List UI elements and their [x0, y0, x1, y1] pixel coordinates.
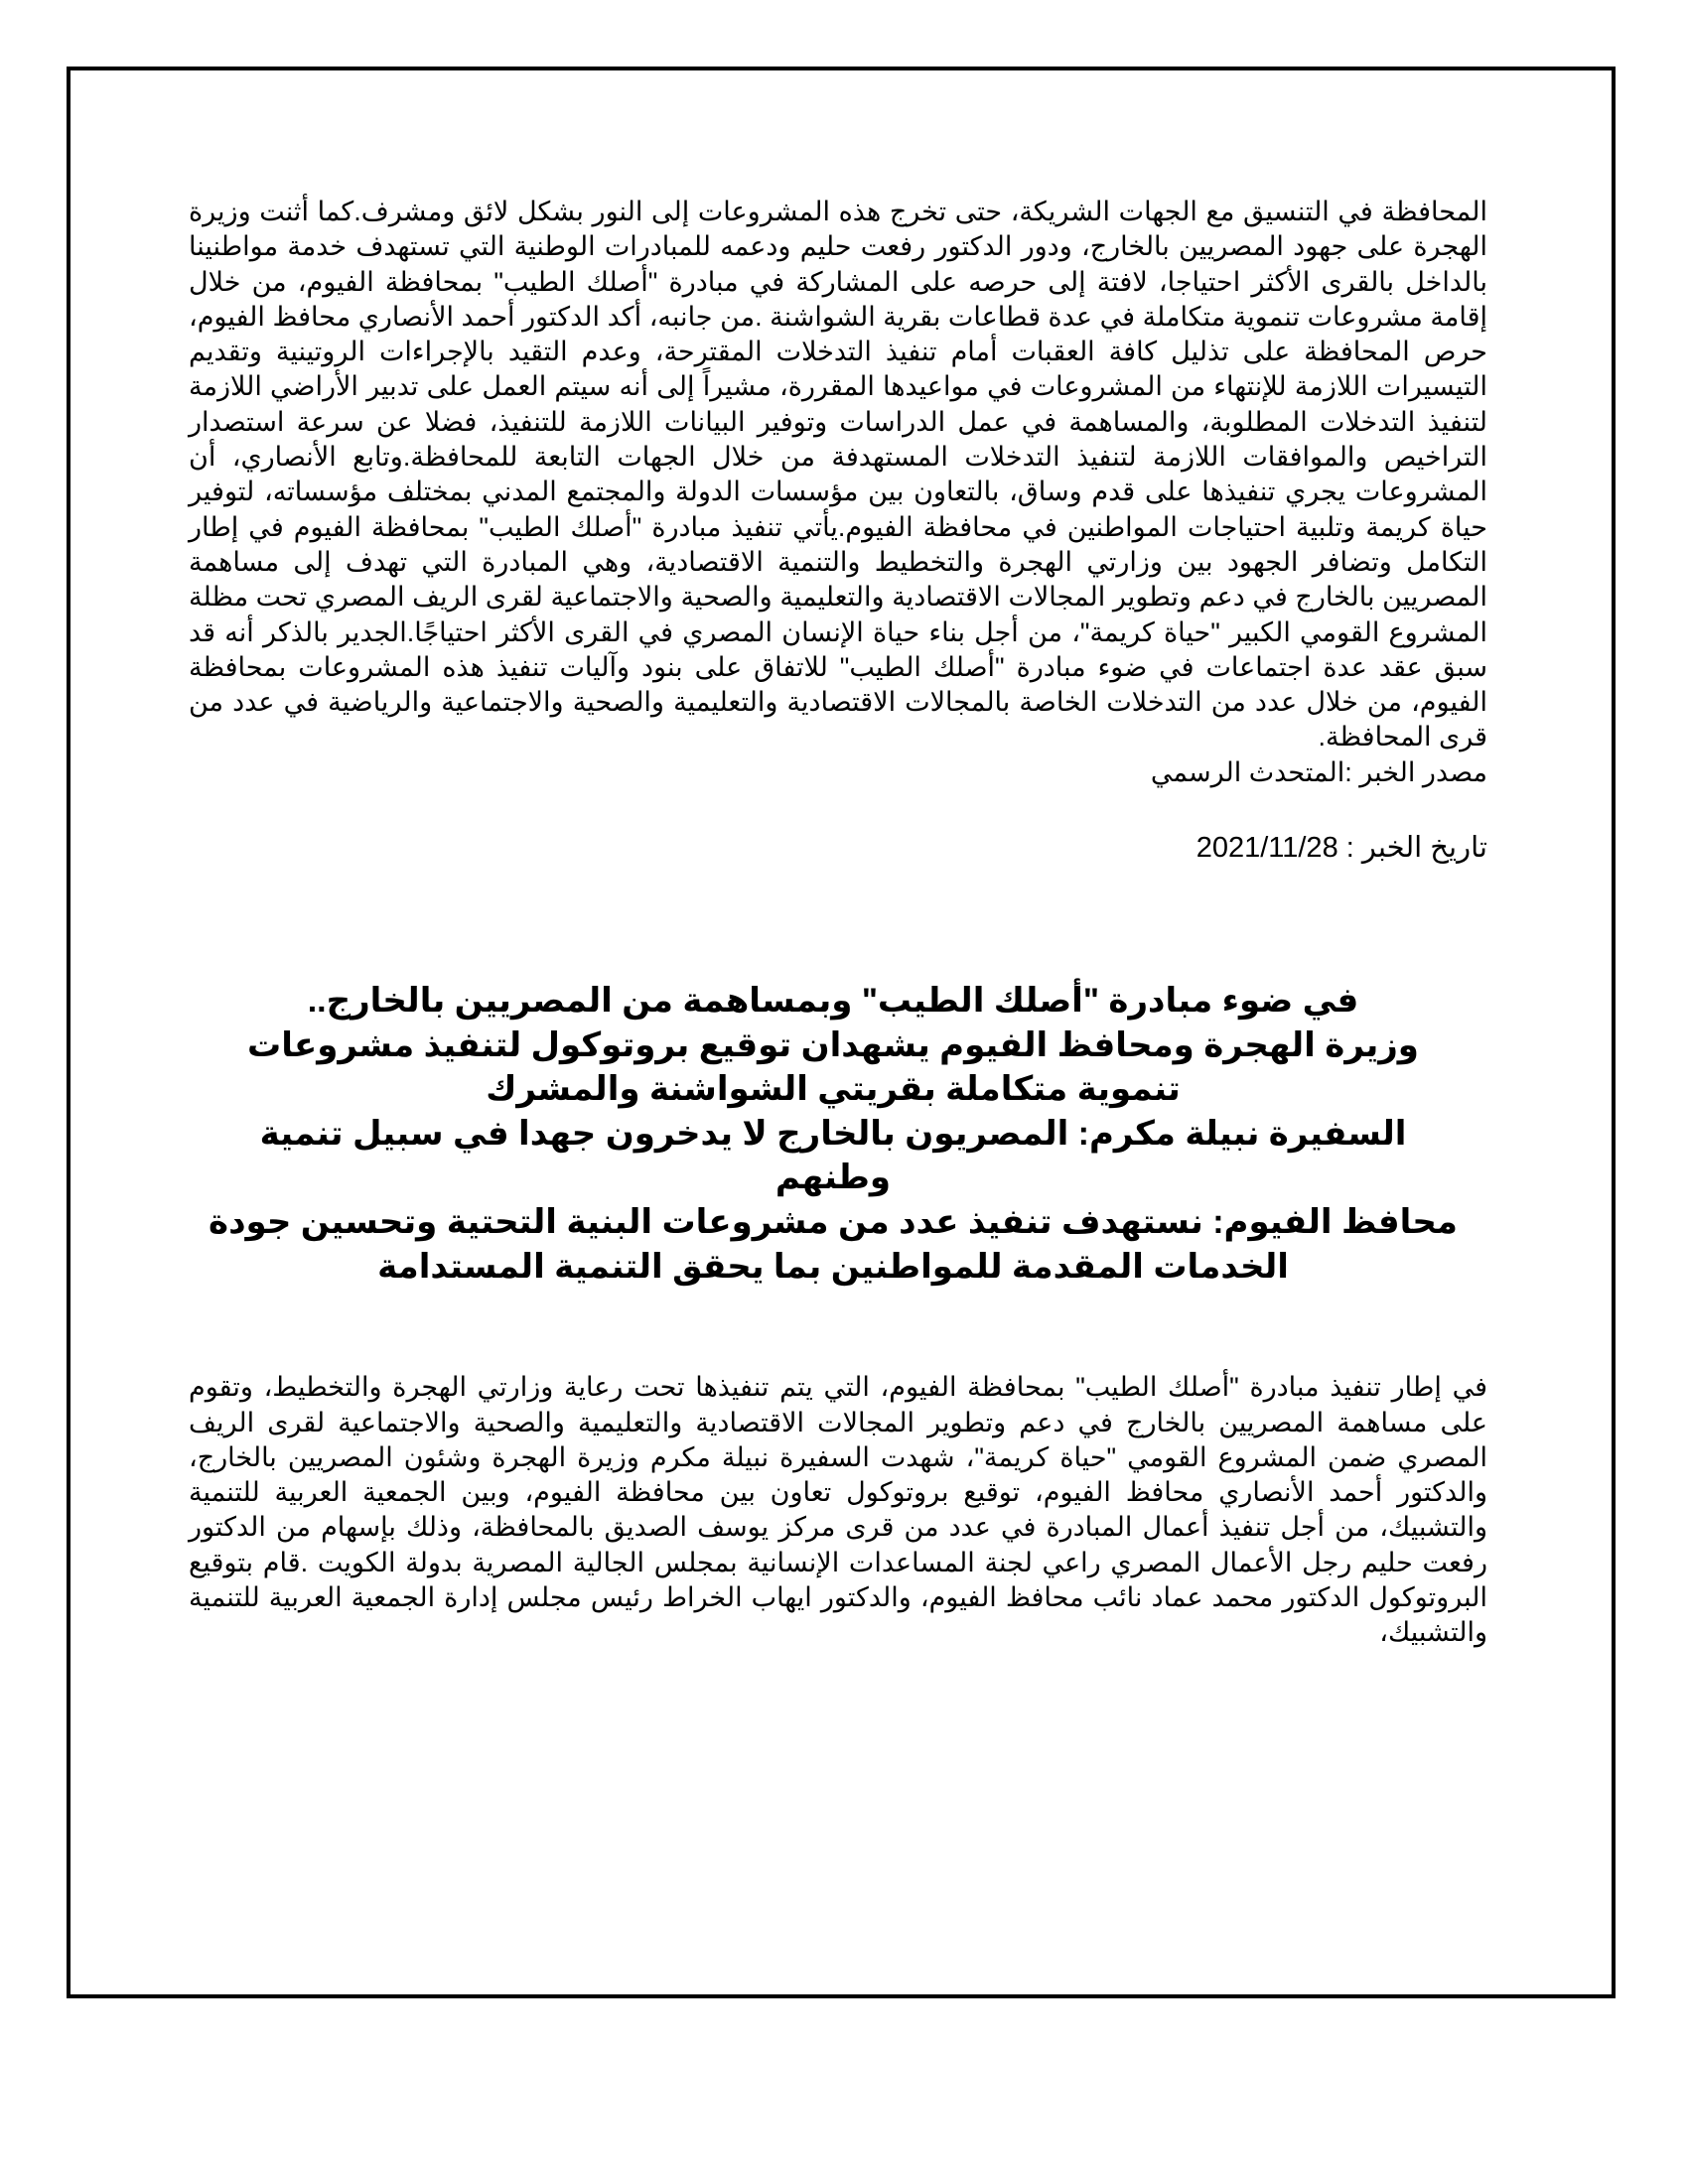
headline-block [189, 979, 1487, 1289]
lead-paragraph: في إطار تنفيذ مبادرة "أصلك الطيب" بمحافظة الفيوم، التي يتم تنفيذها تحت رعاية وزارتي الهجرة والتخطيط، وتقوم على مساهمة المصريين بالخارج في دعم وتطوير المجالات الاقتصادية والتعليمية والصحية والاجتماعية لقرى الريف المصري ضمن المشروع القومي "حياة كريمة"، شهدت السفيرة نبيلة مكرم وزيرة الهجرة وشئون المصريين بالخارج، والدكتور أحمد الأنصاري محافظ الفيوم، توقيع بروتوكول تعاون بين محافظة الفيوم، وبين الجمعية العربية للتنمية والتشبيك، من أجل تنفيذ أعمال المبادرة في عدد من قرى مركز يوسف الصديق بالمحافظة، وذلك بإسهام من الدكتور رفعت حليم رجل الأعمال المصري راعي لجنة المساعدات الإنسانية بمجلس الجالية المصرية بدولة الكويت .قام بتوقيع البروتوكول الدكتور محمد عماد نائب محافظ الفيوم، والدكتور ايهاب الخراط رئيس مجلس إدارة الجمعية العربية للتنمية والتشبيك، [189, 1372, 1487, 1648]
news-date: تاريخ الخبر : 2021/11/28 [1196, 832, 1487, 865]
headline-line-3: السفيرة نبيلة مكرم: المصريون بالخارج لا يدخرون جهدا في سبيل تنمية وطنهم [259, 1114, 1407, 1197]
headline-line-2: وزيرة الهجرة ومحافظ الفيوم يشهدان توقيع بروتوكول لتنفيذ مشروعات تنموية متكاملة بقريتي الشواشنة والمشرك [247, 1025, 1419, 1109]
headline-line-1: في ضوء مبادرة "أصلك الطيب" وبمساهمة من المصريين بالخارج.. [307, 982, 1359, 1021]
continuation-paragraph: المحافظة في التنسيق مع الجهات الشريكة، حتى تخرج هذه المشروعات إلى النور بشكل لائق ومشرف.كما أثنت وزيرة الهجرة على جهود المصريين بالخارج، ودور الدكتور رفعت حليم ودعمه للمبادرات الوطنية التي تستهدف خدمة مواطنينا بالداخل بالقرى الأكثر احتياجا، لافتة إلى حرصه على المشاركة في مبادرة "أصلك الطيب" بمحافظة الفيوم، من خلال إقامة مشروعات تنموية متكاملة في عدة قطاعات بقرية الشواشنة .من جانبه، أكد الدكتور أحمد الأنصاري محافظ الفيوم، حرص المحافظة على تذليل كافة العقبات أمام تنفيذ التدخلات المقترحة، وعدم التقيد بالإجراءات الروتينية وتقديم التيسيرات اللازمة للإنتهاء من المشروعات في مواعيدها المقررة، مشيراً إلى أنه سيتم العمل على تدبير الأراضي اللازمة لتنفيذ التدخلات المطلوبة، والمساهمة في عمل الدراسات وتوفير البيانات اللازمة للتنفيذ، فضلا عن سرعة استصدار التراخيص والموافقات اللازمة لتنفيذ التدخلات المستهدفة من خلال الجهات التابعة للمحافظة.وتابع الأنصاري، أن المشروعات يجري تنفيذها على قدم وساق، بالتعاون بين مؤسسات الدولة والمجتمع المدني بمختلف مؤسساته، لتوفير حياة كريمة وتلبية احتياجات المواطنين في محافظة الفيوم.يأتي تنفيذ مبادرة "أصلك الطيب" بمحافظة الفيوم في إطار التكامل وتضافر الجهود بين وزارتي الهجرة والتخطيط والتنمية الاقتصادية، وهي المبادرة التي تهدف إلى مساهمة المصريين بالخارج في دعم وتطوير المجالات الاقتصادية والتعليمية والصحية والاجتماعية لقرى الريف المصري تحت مظلة المشروع القومي الكبير "حياة كريمة"، من أجل بناء حياة الإنسان المصري في القرى الأكثر احتياجًا.الجدير بالذكر أنه قد سبق عقد عدة اجتماعات في ضوء مبادرة "أصلك الطيب" للاتفاق على بنود وآليات تنفيذ هذه المشروعات بمحافظة الفيوم، من خلال عدد من التدخلات الخاصة بالمجالات الاقتصادية والتعليمية والصحية والاجتماعية والرياضية في عدد من قرى المحافظة. [189, 197, 1487, 752]
document-body [189, 195, 1487, 1651]
news-source: مصدر الخبر :المتحدث الرسمي [1150, 756, 1487, 787]
headline-line-4: محافظ الفيوم: نستهدف تنفيذ عدد من مشروعات البنية التحتية وتحسين جودة الخدمات المقدمة للمواطنين بما يحقق التنمية المستدامة [209, 1203, 1458, 1286]
